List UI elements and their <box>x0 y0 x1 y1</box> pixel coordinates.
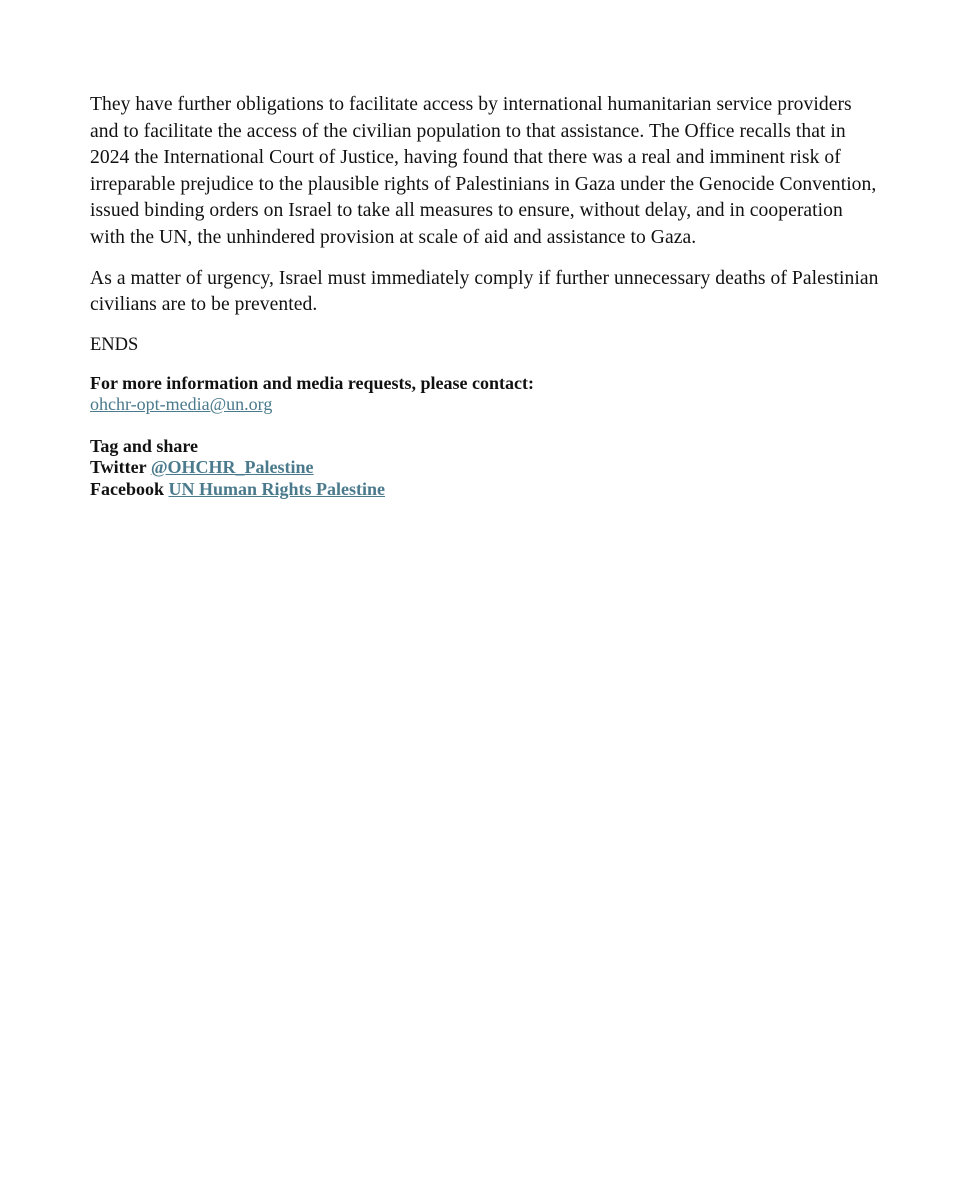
contact-email-row <box>90 394 880 416</box>
contact-section <box>90 373 880 416</box>
facebook-page-link[interactable]: UN Human Rights Palestine <box>168 478 386 499</box>
facebook-row <box>90 479 880 501</box>
ends-marker: ENDS <box>90 334 139 355</box>
twitter-label: Twitter <box>90 457 151 478</box>
share-section <box>90 436 880 501</box>
contact-heading: For more information and media requests, please contact: <box>90 372 534 393</box>
body-paragraph-obligations: They have further obligations to facilitate access by international humanitarian service providers and to facilitate the access of the civilian population to that assistance. The Office recalls that in 2024 the International Court of Justice, having found that there was a real and imminent risk of irreparable prejudice to the plausible rights of Palestinians in Gaza under the Genocide Convention, issued binding orders on Israel to take all measures to ensure, without delay, and in cooperation with the UN, the unhindered provision at scale of aid and assistance to Gaza. <box>90 94 877 248</box>
twitter-row <box>90 457 880 479</box>
body-paragraph-urgency: As a matter of urgency, Israel must immediately comply if further unnecessary deaths of Palestinian civilians are to be prevented. <box>90 267 879 316</box>
document-page <box>90 92 880 520</box>
twitter-handle-link[interactable]: @OHCHR_Palestine <box>150 457 314 478</box>
facebook-label: Facebook <box>90 478 169 499</box>
share-heading: Tag and share <box>90 435 199 456</box>
contact-email-link[interactable]: ohchr-opt-media@un.org <box>90 394 273 415</box>
